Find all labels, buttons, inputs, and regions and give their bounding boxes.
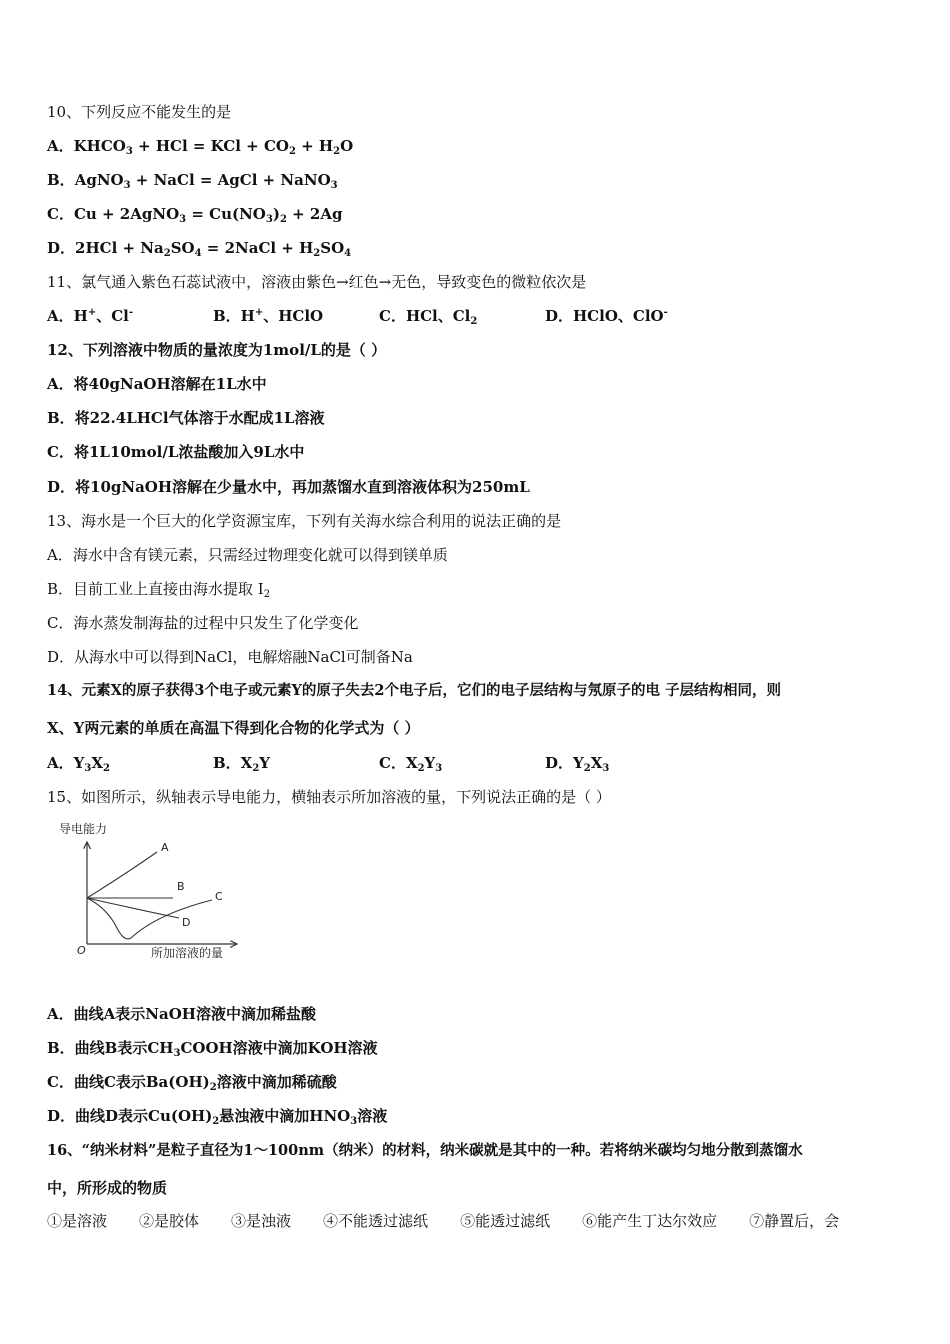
- q12-option-d: D．将10gNaOH溶解在少量水中，再加蒸馏水直到溶液体积为250mL: [47, 478, 530, 496]
- q10-option-b: B．AgNO$_3$ + NaCl = AgCl + NaNO$_3$: [47, 171, 338, 191]
- curve-a: [87, 852, 157, 898]
- q10-option-c: C．Cu + 2AgNO$_3$ = $Cu(NO_3)_2 + 2Ag$: [47, 205, 343, 225]
- q10-option-a: A．$KHCO_3$ + HCl = KCl + $CO_2 + H_2O$: [47, 137, 354, 157]
- q16-stem-line1: 16、“纳米材料”是粒子直径为1～100nm（纳米）的材料，纳米碳就是其中的一种。若将纳米碳均匀地分散到蒸馏水: [47, 1142, 803, 1159]
- curve-a-label: A: [161, 841, 169, 854]
- q11-option-c: C．HCl、$Cl_2$: [379, 307, 478, 327]
- q16-option-5: ⑤能透过滤纸: [460, 1212, 551, 1230]
- q11-stem: 11、氯气通入紫色石蕊试液中，溶液由紫色→红色→无色，导致变色的微粒依次是: [47, 273, 587, 291]
- q11-option-d: D．HClO、ClO-: [545, 307, 668, 325]
- q13-option-d: D．从海水中可以得到NaCl，电解熔融NaCl可制备Na: [47, 648, 413, 666]
- q14-stem-line1: 14、元素X的原子获得3个电子或元素Y的原子失去2个电子后，它们的电子层结构与氖原子的电 子层结构相同，则: [47, 682, 782, 699]
- q12-stem: 12、下列溶液中物质的量浓度为1mol/L的是（ ）: [47, 341, 387, 359]
- q15-option-a: A．曲线A表示NaOH溶液中滴加稀盐酸: [47, 1005, 316, 1023]
- q16-option-4: ④不能透过滤纸: [323, 1212, 429, 1230]
- q14-options: [47, 752, 747, 774]
- q14-stem-line2: X、Y两元素的单质在高温下得到化合物的化学式为（ ）: [47, 719, 420, 737]
- q15-stem: 15、如图所示，纵轴表示导电能力，横轴表示所加溶液的量，下列说法正确的是（ ）: [47, 788, 611, 806]
- figure-xlabel: 所加溶液的量: [151, 946, 224, 960]
- q13-option-a: A．海水中含有镁元素，只需经过物理变化就可以得到镁单质: [47, 546, 448, 564]
- q10-stem: 10、下列反应不能发生的是: [47, 103, 232, 121]
- q10-option-d: D．$2HCl + Na_2SO_4$ = 2NaCl + $H_2SO_4$: [47, 239, 352, 259]
- q15-option-c: C．曲线C表示$Ba(OH)_2$溶液中滴加稀硫酸: [47, 1073, 337, 1093]
- q11-options: [47, 305, 747, 327]
- curve-b-label: B: [177, 880, 185, 893]
- q16-option-1: ①是溶液: [47, 1212, 108, 1230]
- q11-option-a: A．H+、Cl-: [47, 307, 133, 325]
- figure-ylabel: 导电能力: [59, 822, 108, 836]
- q16-option-2: ②是胶体: [139, 1212, 200, 1230]
- curve-c-label: C: [215, 890, 223, 903]
- curve-d-label: D: [182, 916, 191, 929]
- q15-option-d: D．曲线D表示$Cu(OH)_2$悬浊液中滴加$HNO_3$溶液: [47, 1107, 388, 1127]
- q13-stem: 13、海水是一个巨大的化学资源宝库，下列有关海水综合利用的说法正确的是: [47, 512, 562, 530]
- q16-options: [47, 1210, 839, 1232]
- q12-option-b: B．将22.4LHCl气体溶于水配成1L溶液: [47, 409, 325, 427]
- figure-origin: O: [77, 944, 86, 957]
- curve-c: [87, 898, 212, 939]
- q12-option-a: A．将40gNaOH溶解在1L水中: [47, 375, 267, 393]
- q16-option-3: ③是浊液: [231, 1212, 292, 1230]
- q14-option-d: D．$Y_2X_3$: [545, 754, 610, 774]
- q11-option-b: B．H+、HClO: [213, 307, 324, 325]
- conductivity-figure: [47, 818, 247, 966]
- q13-option-b: B．目前工业上直接由海水提取 $I_2$: [47, 580, 271, 600]
- q16-stem-line2: 中，所形成的物质: [47, 1179, 168, 1197]
- q12-option-c: C．将1L10mol/L浓盐酸加入9L水中: [47, 443, 305, 461]
- q14-option-b: B．$X_2Y$: [213, 754, 271, 774]
- q14-option-c: C．$X_2Y_3$: [379, 754, 443, 774]
- q16-option-7: ⑦静置后，会: [749, 1212, 840, 1230]
- curve-d: [87, 898, 179, 918]
- q14-option-a: A．$Y_3X_2$: [47, 754, 110, 774]
- q16-option-6: ⑥能产生丁达尔效应: [582, 1212, 718, 1230]
- q13-option-c: C．海水蒸发制海盐的过程中只发生了化学变化: [47, 614, 359, 632]
- q15-option-b: B．曲线B表示$CH_3COOH$溶液中滴加KOH溶液: [47, 1039, 378, 1059]
